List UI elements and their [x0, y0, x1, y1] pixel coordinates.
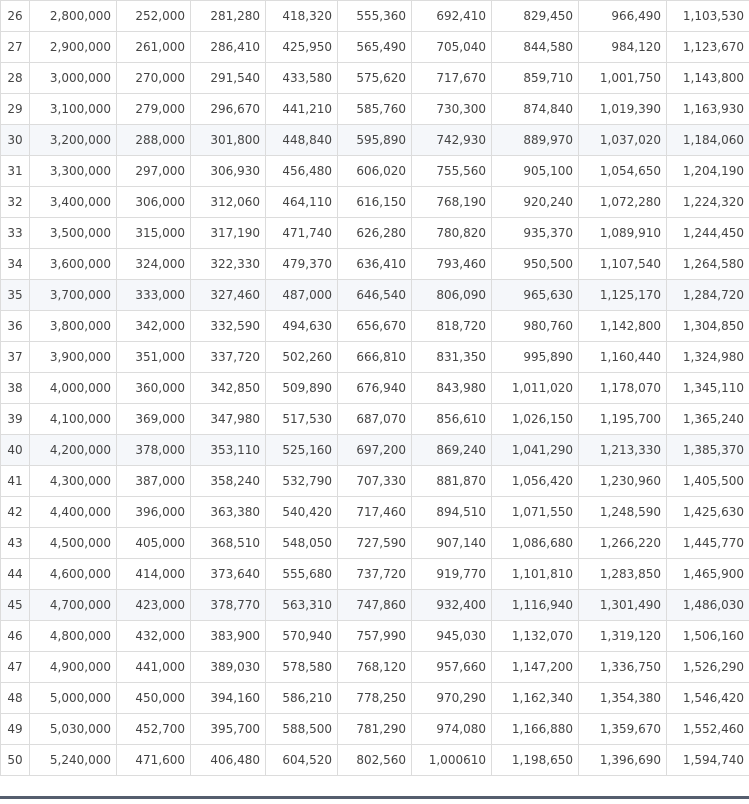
table-cell: 757,990 — [338, 621, 412, 652]
table-cell: 1,319,120 — [579, 621, 667, 652]
table-row — [1, 404, 749, 435]
table-cell: 707,330 — [338, 466, 412, 497]
row-index-cell: 35 — [1, 280, 30, 311]
row-index-cell: 48 — [1, 683, 30, 714]
table-cell: 312,060 — [191, 187, 266, 218]
table-row — [1, 94, 749, 125]
table-cell: 322,330 — [191, 249, 266, 280]
table-cell: 1,213,330 — [579, 435, 667, 466]
table-cell: 3,900,000 — [30, 342, 117, 373]
table-cell: 1,041,290 — [492, 435, 579, 466]
table-cell: 932,400 — [412, 590, 492, 621]
table-cell: 548,050 — [266, 528, 338, 559]
table-cell: 347,980 — [191, 404, 266, 435]
table-cell: 351,000 — [117, 342, 191, 373]
table-cell: 4,800,000 — [30, 621, 117, 652]
row-index-cell: 40 — [1, 435, 30, 466]
table-cell: 286,410 — [191, 32, 266, 63]
table-row — [1, 745, 749, 776]
row-index-cell: 49 — [1, 714, 30, 745]
table-cell: 874,840 — [492, 94, 579, 125]
table-cell: 1,071,550 — [492, 497, 579, 528]
table-cell: 1,147,200 — [492, 652, 579, 683]
table-cell: 1,056,420 — [492, 466, 579, 497]
table-cell: 1,336,750 — [579, 652, 667, 683]
table-cell: 950,500 — [492, 249, 579, 280]
table-cell: 646,540 — [338, 280, 412, 311]
table-cell: 337,720 — [191, 342, 266, 373]
table-row — [1, 590, 749, 621]
table-cell: 4,400,000 — [30, 497, 117, 528]
table-cell: 793,460 — [412, 249, 492, 280]
table-cell: 755,560 — [412, 156, 492, 187]
row-index-cell: 44 — [1, 559, 30, 590]
table-cell: 471,740 — [266, 218, 338, 249]
table-row — [1, 218, 749, 249]
table-cell: 737,720 — [338, 559, 412, 590]
row-index-cell: 29 — [1, 94, 30, 125]
table-cell: 1,264,580 — [667, 249, 749, 280]
table-row — [1, 714, 749, 745]
table-cell: 1,195,700 — [579, 404, 667, 435]
table-cell: 315,000 — [117, 218, 191, 249]
table-cell: 856,610 — [412, 404, 492, 435]
table-cell: 4,000,000 — [30, 373, 117, 404]
table-cell: 1,283,850 — [579, 559, 667, 590]
row-index-cell: 45 — [1, 590, 30, 621]
table-row — [1, 342, 749, 373]
table-cell: 1,089,910 — [579, 218, 667, 249]
table-cell: 1,072,280 — [579, 187, 667, 218]
table-cell: 570,940 — [266, 621, 338, 652]
table-cell: 1,465,900 — [667, 559, 749, 590]
table-cell: 1,086,680 — [492, 528, 579, 559]
table-cell: 881,870 — [412, 466, 492, 497]
table-cell: 965,630 — [492, 280, 579, 311]
table-cell: 1,160,440 — [579, 342, 667, 373]
table-cell: 1,284,720 — [667, 280, 749, 311]
table-cell: 920,240 — [492, 187, 579, 218]
table-cell: 525,160 — [266, 435, 338, 466]
table-cell: 405,000 — [117, 528, 191, 559]
table-cell: 980,760 — [492, 311, 579, 342]
table-cell: 423,000 — [117, 590, 191, 621]
table-row — [1, 187, 749, 218]
table-cell: 859,710 — [492, 63, 579, 94]
table-cell: 588,500 — [266, 714, 338, 745]
table-cell: 1,037,020 — [579, 125, 667, 156]
table-cell: 1,162,340 — [492, 683, 579, 714]
row-index-cell: 34 — [1, 249, 30, 280]
table-cell: 3,800,000 — [30, 311, 117, 342]
row-index-cell: 46 — [1, 621, 30, 652]
table-cell: 1,125,170 — [579, 280, 667, 311]
table-cell: 363,380 — [191, 497, 266, 528]
table-cell: 297,000 — [117, 156, 191, 187]
table-cell: 3,700,000 — [30, 280, 117, 311]
table-cell: 697,200 — [338, 435, 412, 466]
table-cell: 532,790 — [266, 466, 338, 497]
table-cell: 1,166,880 — [492, 714, 579, 745]
table-cell: 2,800,000 — [30, 1, 117, 32]
table-cell: 406,480 — [191, 745, 266, 776]
table-cell: 1,132,070 — [492, 621, 579, 652]
table-cell: 1,354,380 — [579, 683, 667, 714]
table-cell: 3,200,000 — [30, 125, 117, 156]
table-cell: 425,950 — [266, 32, 338, 63]
table-cell: 595,890 — [338, 125, 412, 156]
table-cell: 843,980 — [412, 373, 492, 404]
table-cell: 3,300,000 — [30, 156, 117, 187]
table-cell: 935,370 — [492, 218, 579, 249]
row-index-cell: 36 — [1, 311, 30, 342]
row-index-cell: 32 — [1, 187, 30, 218]
table-cell: 575,620 — [338, 63, 412, 94]
table-cell: 464,110 — [266, 187, 338, 218]
row-index-cell: 37 — [1, 342, 30, 373]
row-index-cell: 43 — [1, 528, 30, 559]
table-cell: 1,143,800 — [667, 63, 749, 94]
table-row — [1, 32, 749, 63]
table-row — [1, 435, 749, 466]
table-cell: 676,940 — [338, 373, 412, 404]
table-cell: 270,000 — [117, 63, 191, 94]
table-cell: 616,150 — [338, 187, 412, 218]
table-cell: 656,670 — [338, 311, 412, 342]
table-cell: 5,030,000 — [30, 714, 117, 745]
table-cell: 1,486,030 — [667, 590, 749, 621]
table-cell: 296,670 — [191, 94, 266, 125]
table-cell: 3,600,000 — [30, 249, 117, 280]
table-cell: 1,142,800 — [579, 311, 667, 342]
table-cell: 666,810 — [338, 342, 412, 373]
table-cell: 1,266,220 — [579, 528, 667, 559]
table-cell: 1,359,670 — [579, 714, 667, 745]
table-cell: 306,930 — [191, 156, 266, 187]
table-cell: 368,510 — [191, 528, 266, 559]
table-cell: 383,900 — [191, 621, 266, 652]
table-cell: 414,000 — [117, 559, 191, 590]
table-cell: 829,450 — [492, 1, 579, 32]
table-cell: 586,210 — [266, 683, 338, 714]
table-cell: 288,000 — [117, 125, 191, 156]
table-cell: 1,204,190 — [667, 156, 749, 187]
table-cell: 353,110 — [191, 435, 266, 466]
row-index-cell: 50 — [1, 745, 30, 776]
table-cell: 1,244,450 — [667, 218, 749, 249]
row-index-cell: 30 — [1, 125, 30, 156]
table-cell: 1,011,020 — [492, 373, 579, 404]
table-cell: 395,700 — [191, 714, 266, 745]
table-cell: 1,001,750 — [579, 63, 667, 94]
table-cell: 378,770 — [191, 590, 266, 621]
table-cell: 818,720 — [412, 311, 492, 342]
table-cell: 418,320 — [266, 1, 338, 32]
table-cell: 905,100 — [492, 156, 579, 187]
table-row — [1, 125, 749, 156]
table-cell: 907,140 — [412, 528, 492, 559]
table-cell: 957,660 — [412, 652, 492, 683]
table-cell: 502,260 — [266, 342, 338, 373]
table-row — [1, 652, 749, 683]
table-row — [1, 1, 749, 32]
table-cell: 3,100,000 — [30, 94, 117, 125]
table-cell: 291,540 — [191, 63, 266, 94]
table-body — [1, 1, 749, 776]
table-cell: 1,230,960 — [579, 466, 667, 497]
table-cell: 441,000 — [117, 652, 191, 683]
table-cell: 1,248,590 — [579, 497, 667, 528]
table-cell: 1,107,540 — [579, 249, 667, 280]
table-cell: 517,530 — [266, 404, 338, 435]
table-cell: 995,890 — [492, 342, 579, 373]
table-cell: 831,350 — [412, 342, 492, 373]
table-cell: 2,900,000 — [30, 32, 117, 63]
table-cell: 945,030 — [412, 621, 492, 652]
table-cell: 279,000 — [117, 94, 191, 125]
table-cell: 1,178,070 — [579, 373, 667, 404]
table-cell: 1,000610 — [412, 745, 492, 776]
bottom-divider — [0, 796, 749, 799]
table-cell: 626,280 — [338, 218, 412, 249]
table-cell: 974,080 — [412, 714, 492, 745]
table-cell: 717,460 — [338, 497, 412, 528]
table-cell: 389,030 — [191, 652, 266, 683]
table-cell: 387,000 — [117, 466, 191, 497]
table-cell: 342,850 — [191, 373, 266, 404]
table-cell: 970,290 — [412, 683, 492, 714]
table-cell: 1,526,290 — [667, 652, 749, 683]
table-cell: 332,590 — [191, 311, 266, 342]
table-cell: 4,200,000 — [30, 435, 117, 466]
table-cell: 563,310 — [266, 590, 338, 621]
table-cell: 4,500,000 — [30, 528, 117, 559]
table-row — [1, 466, 749, 497]
table-cell: 730,300 — [412, 94, 492, 125]
table-cell: 806,090 — [412, 280, 492, 311]
table-cell: 802,560 — [338, 745, 412, 776]
table-cell: 747,860 — [338, 590, 412, 621]
table-row — [1, 528, 749, 559]
table-cell: 394,160 — [191, 683, 266, 714]
table-cell: 844,580 — [492, 32, 579, 63]
table-cell: 717,670 — [412, 63, 492, 94]
table-cell: 5,000,000 — [30, 683, 117, 714]
table-cell: 1,163,930 — [667, 94, 749, 125]
table-cell: 919,770 — [412, 559, 492, 590]
table-cell: 324,000 — [117, 249, 191, 280]
table-cell: 358,240 — [191, 466, 266, 497]
table-cell: 327,460 — [191, 280, 266, 311]
table-cell: 1,506,160 — [667, 621, 749, 652]
table-cell: 705,040 — [412, 32, 492, 63]
table-cell: 1,224,320 — [667, 187, 749, 218]
table-cell: 780,820 — [412, 218, 492, 249]
table-cell: 441,210 — [266, 94, 338, 125]
table-cell: 342,000 — [117, 311, 191, 342]
table-cell: 373,640 — [191, 559, 266, 590]
table-cell: 252,000 — [117, 1, 191, 32]
table-cell: 1,365,240 — [667, 404, 749, 435]
table-cell: 585,760 — [338, 94, 412, 125]
table-cell: 1,123,670 — [667, 32, 749, 63]
table-cell: 1,425,630 — [667, 497, 749, 528]
table-cell: 432,000 — [117, 621, 191, 652]
table-cell: 281,280 — [191, 1, 266, 32]
table-cell: 450,000 — [117, 683, 191, 714]
row-index-cell: 33 — [1, 218, 30, 249]
table-cell: 1,324,980 — [667, 342, 749, 373]
table-cell: 894,510 — [412, 497, 492, 528]
table-cell: 479,370 — [266, 249, 338, 280]
table-cell: 360,000 — [117, 373, 191, 404]
table-cell: 4,900,000 — [30, 652, 117, 683]
table-row — [1, 497, 749, 528]
table-row — [1, 683, 749, 714]
table-cell: 261,000 — [117, 32, 191, 63]
table-cell: 452,700 — [117, 714, 191, 745]
table-cell: 1,026,150 — [492, 404, 579, 435]
table-cell: 692,410 — [412, 1, 492, 32]
table-cell: 1,345,110 — [667, 373, 749, 404]
table-cell: 636,410 — [338, 249, 412, 280]
table-cell: 768,190 — [412, 187, 492, 218]
table-row — [1, 559, 749, 590]
table-cell: 4,300,000 — [30, 466, 117, 497]
row-index-cell: 47 — [1, 652, 30, 683]
table-cell: 1,103,530 — [667, 1, 749, 32]
table-cell: 578,580 — [266, 652, 338, 683]
table-row — [1, 249, 749, 280]
table-cell: 3,400,000 — [30, 187, 117, 218]
table-row — [1, 311, 749, 342]
row-index-cell: 39 — [1, 404, 30, 435]
table-cell: 1,019,390 — [579, 94, 667, 125]
table-cell: 984,120 — [579, 32, 667, 63]
table-cell: 604,520 — [266, 745, 338, 776]
row-index-cell: 26 — [1, 1, 30, 32]
table-cell: 687,070 — [338, 404, 412, 435]
table-cell: 889,970 — [492, 125, 579, 156]
table-cell: 1,445,770 — [667, 528, 749, 559]
table-cell: 778,250 — [338, 683, 412, 714]
table-cell: 540,420 — [266, 497, 338, 528]
table-cell: 1,101,810 — [492, 559, 579, 590]
table-cell: 1,054,650 — [579, 156, 667, 187]
table-cell: 1,396,690 — [579, 745, 667, 776]
table-cell: 727,590 — [338, 528, 412, 559]
row-index-cell: 38 — [1, 373, 30, 404]
table-cell: 509,890 — [266, 373, 338, 404]
row-index-cell: 41 — [1, 466, 30, 497]
table-cell: 3,500,000 — [30, 218, 117, 249]
table-cell: 456,480 — [266, 156, 338, 187]
table-cell: 301,800 — [191, 125, 266, 156]
table-cell: 5,240,000 — [30, 745, 117, 776]
table-cell: 1,594,740 — [667, 745, 749, 776]
table-cell: 1,301,490 — [579, 590, 667, 621]
table-cell: 1,304,850 — [667, 311, 749, 342]
table-row — [1, 621, 749, 652]
table-cell: 966,490 — [579, 1, 667, 32]
table-cell: 4,700,000 — [30, 590, 117, 621]
row-index-cell: 27 — [1, 32, 30, 63]
table-row — [1, 280, 749, 311]
table-cell: 565,490 — [338, 32, 412, 63]
table-cell: 3,000,000 — [30, 63, 117, 94]
table-cell: 1,546,420 — [667, 683, 749, 714]
table-cell: 1,116,940 — [492, 590, 579, 621]
table-cell: 433,580 — [266, 63, 338, 94]
table-cell: 555,680 — [266, 559, 338, 590]
table-cell: 317,190 — [191, 218, 266, 249]
table-row — [1, 63, 749, 94]
table-cell: 396,000 — [117, 497, 191, 528]
table-cell: 448,840 — [266, 125, 338, 156]
row-index-cell: 42 — [1, 497, 30, 528]
row-index-cell: 31 — [1, 156, 30, 187]
table-cell: 369,000 — [117, 404, 191, 435]
table-cell: 471,600 — [117, 745, 191, 776]
table-row — [1, 373, 749, 404]
table-cell: 1,385,370 — [667, 435, 749, 466]
table-cell: 306,000 — [117, 187, 191, 218]
row-index-cell: 28 — [1, 63, 30, 94]
table-cell: 494,630 — [266, 311, 338, 342]
table-cell: 781,290 — [338, 714, 412, 745]
table-cell: 1,405,500 — [667, 466, 749, 497]
table-cell: 4,100,000 — [30, 404, 117, 435]
table-cell: 742,930 — [412, 125, 492, 156]
table-cell: 869,240 — [412, 435, 492, 466]
table-cell: 1,198,650 — [492, 745, 579, 776]
table-cell: 4,600,000 — [30, 559, 117, 590]
table-cell: 1,552,460 — [667, 714, 749, 745]
table-cell: 1,184,060 — [667, 125, 749, 156]
table-cell: 487,000 — [266, 280, 338, 311]
table-cell: 378,000 — [117, 435, 191, 466]
table-cell: 768,120 — [338, 652, 412, 683]
table-cell: 555,360 — [338, 1, 412, 32]
table-cell: 606,020 — [338, 156, 412, 187]
table-cell: 333,000 — [117, 280, 191, 311]
table-row — [1, 156, 749, 187]
